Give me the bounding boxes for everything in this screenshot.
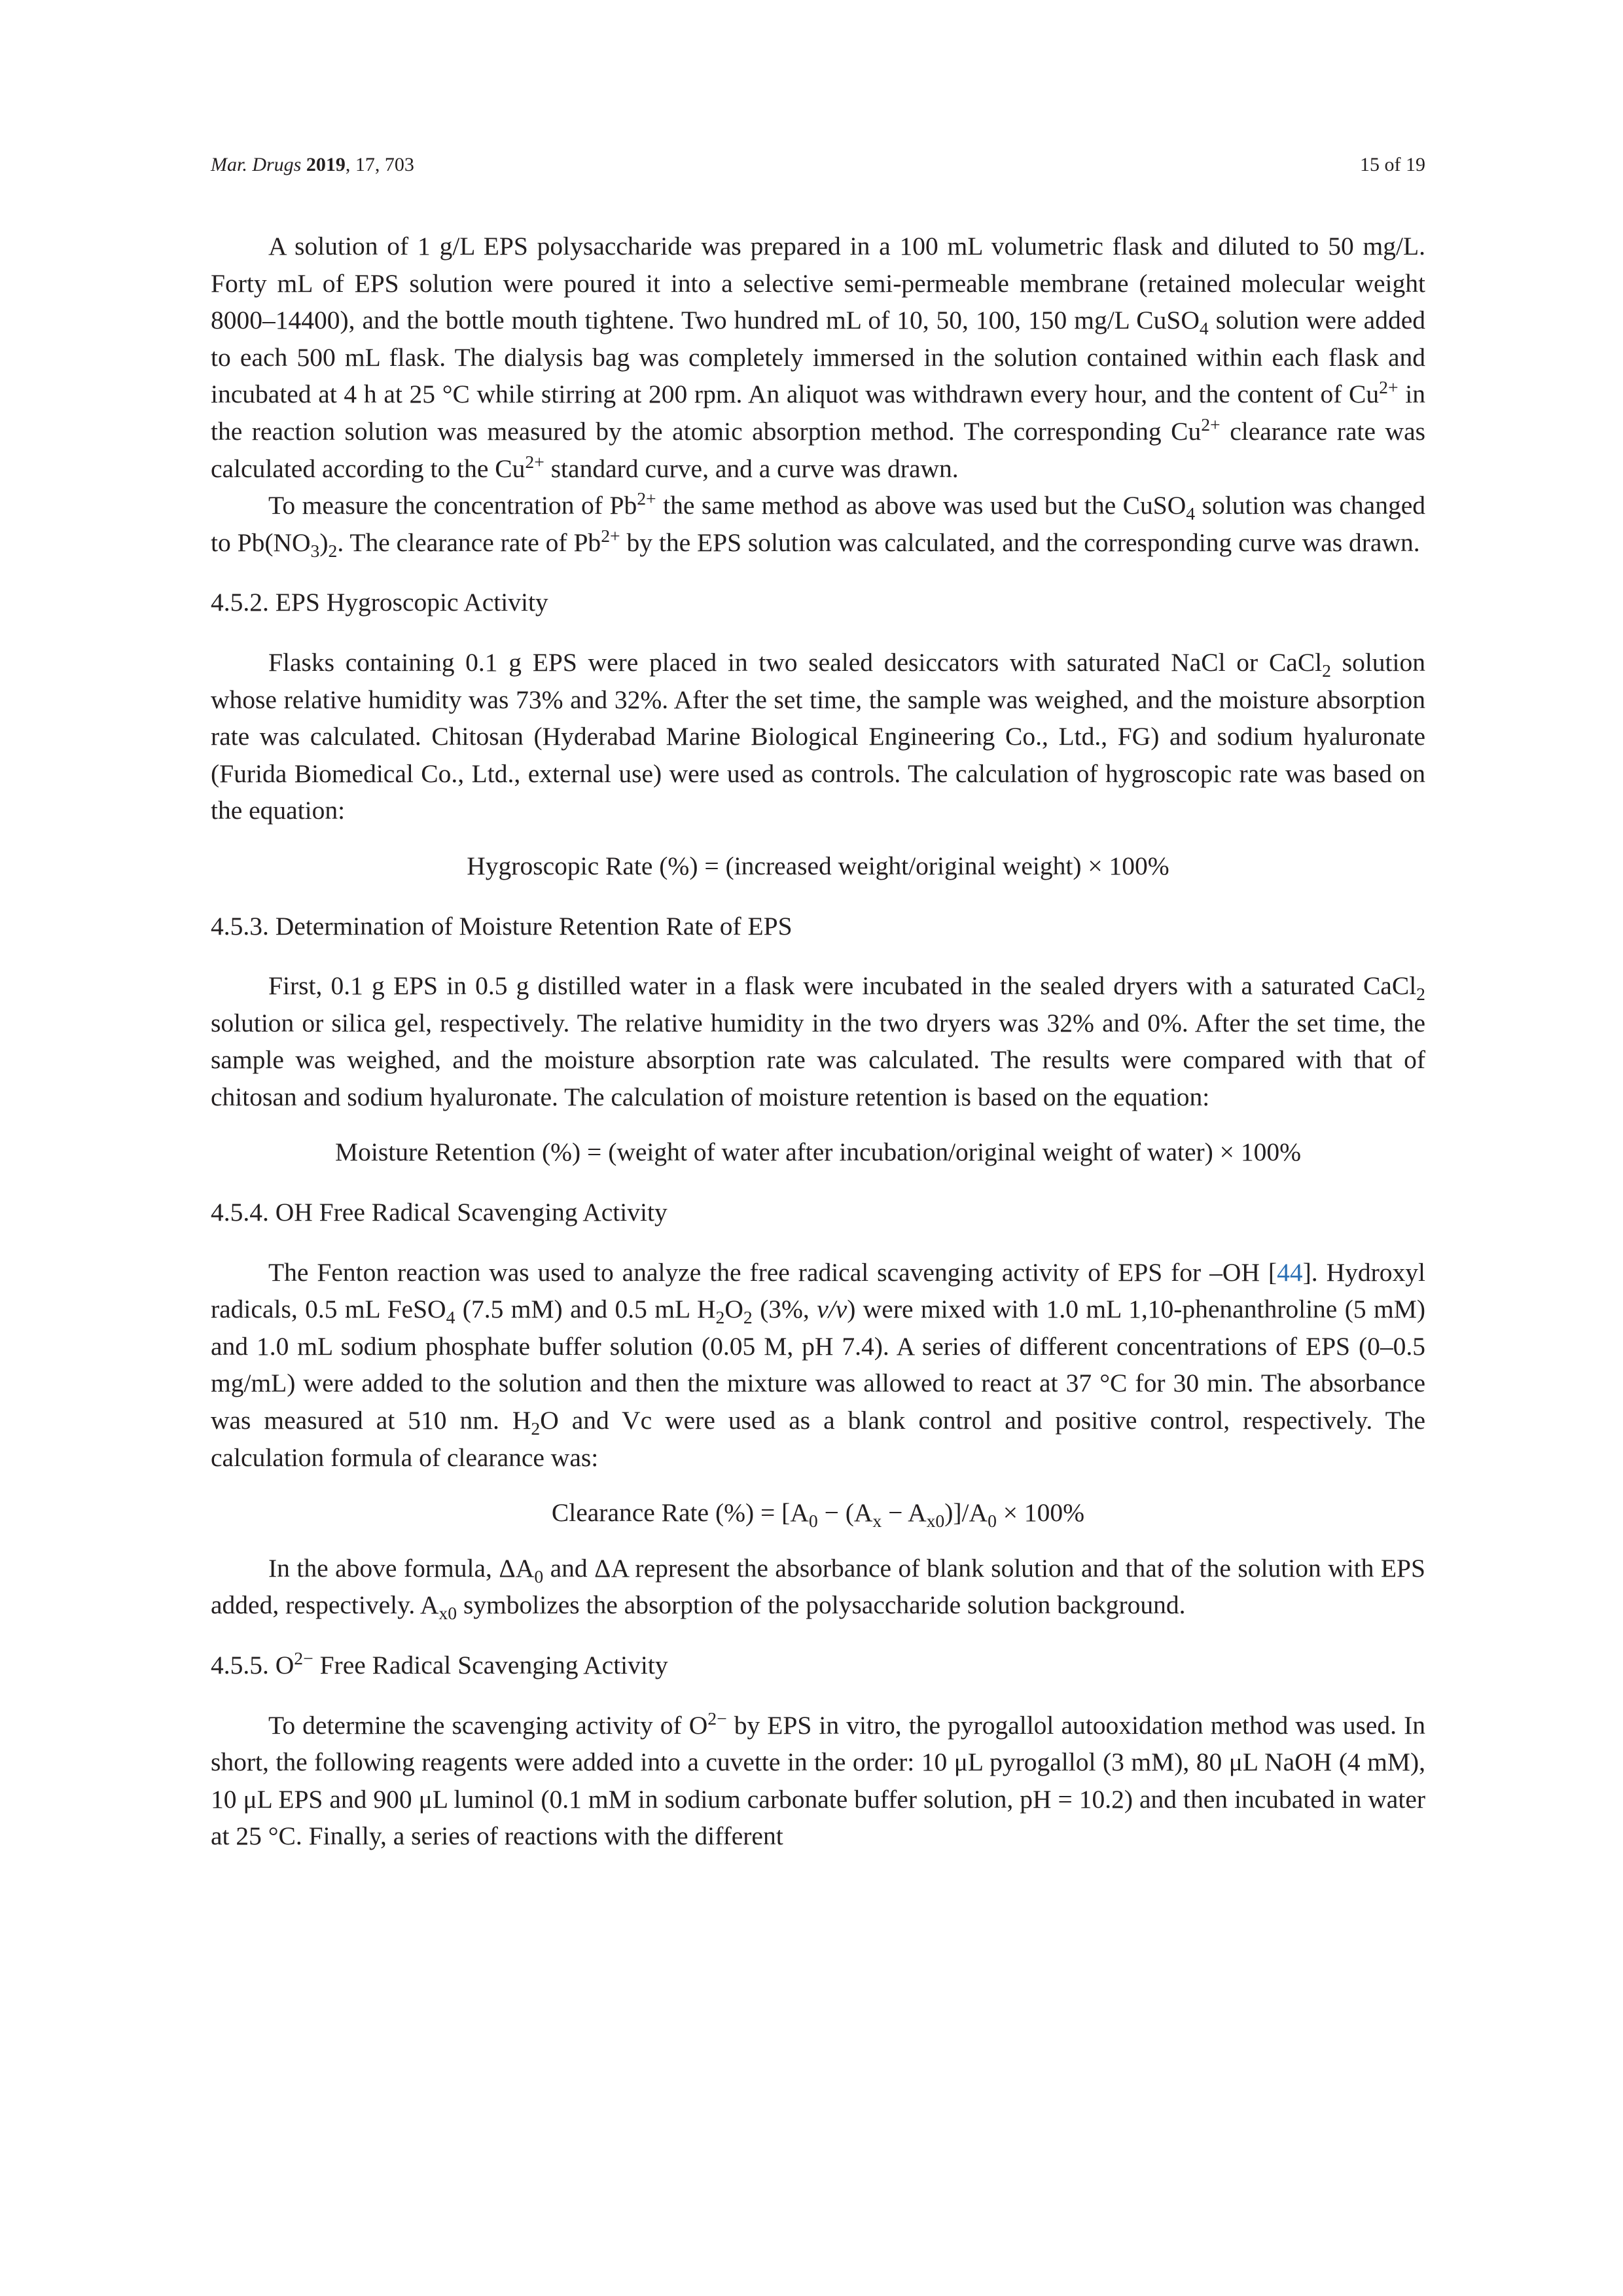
text-run: O and Vc were used as a blank control and positive control, respectively. The calculation formula of clearance was: bbox=[211, 1406, 1425, 1472]
text-run: To measure the concentration of Pb bbox=[268, 491, 637, 520]
paragraph-moisture-retention bbox=[211, 967, 1425, 1115]
subscript: 2 bbox=[715, 1307, 725, 1328]
paragraph-formula-explanation bbox=[211, 1550, 1425, 1624]
text-run: To determine the scavenging activity of O bbox=[268, 1710, 708, 1740]
text-run: clearance rate was calculated according to the Cu bbox=[211, 416, 1425, 483]
article-body bbox=[211, 228, 1425, 1855]
subscript: 0 bbox=[808, 1511, 818, 1532]
text-run: (7.5 mM) and 0.5 mL H bbox=[455, 1295, 716, 1324]
italic-text: v/v bbox=[817, 1295, 847, 1324]
citation-link[interactable]: 44 bbox=[1277, 1257, 1303, 1287]
text-run: . The clearance rate of Pb bbox=[337, 528, 601, 557]
equation-hygroscopic-rate: Hygroscopic Rate (%) = (increased weight/original weight) × 100% bbox=[467, 851, 1169, 880]
section-heading-4-5-5 bbox=[211, 1647, 1425, 1684]
superscript: 2+ bbox=[637, 488, 656, 509]
journal-year: 2019 bbox=[306, 154, 346, 175]
subscript: x0 bbox=[926, 1511, 945, 1532]
subscript: x0 bbox=[438, 1603, 457, 1624]
subscript: 0 bbox=[534, 1566, 544, 1587]
paragraph-hygroscopic bbox=[211, 644, 1425, 829]
subscript: 2 bbox=[531, 1418, 541, 1439]
journal-volume: , 17, 703 bbox=[345, 154, 414, 175]
text-run: by EPS in vitro, the pyrogallol autooxidation method was used. In short, the following reagents were added into a cuvette in the order: 10 μL pyrogallol (3 mM), 80 μL NaOH (4 mM), 10 μL EPS and 900 μL luminol (0.1 mM in sodium carbonate buffer solution, pH = 10.2) and then incubated in water at 25 °C. Finally, a series of reactions with the different bbox=[211, 1710, 1426, 1851]
text-run: (3%, bbox=[752, 1295, 817, 1324]
subscript: 0 bbox=[988, 1511, 997, 1532]
text-run: the same method as above was used but the CuSO bbox=[656, 491, 1186, 520]
text-run: by the EPS solution was calculated, and the corresponding curve was drawn. bbox=[620, 528, 1420, 557]
text-run: standard curve, and a curve was drawn. bbox=[544, 454, 959, 483]
text-run: × 100% bbox=[996, 1498, 1085, 1528]
subscript: 2 bbox=[1322, 660, 1331, 681]
section-heading-4-5-3: 4.5.3. Determination of Moisture Retention Rate of EPS bbox=[211, 911, 793, 941]
text-run: ) were mixed with 1.0 mL 1,10-phenanthroline (5 mM) and 1.0 mL sodium phosphate buffer solution (0.05 M, pH 7.4). A series of different concentrations of EPS (0–0.5 mg/mL) were added to the solution and then the mixture was allowed to react at 37 °C for 30 min. The absorbance was measured at 510 nm. H bbox=[211, 1295, 1425, 1435]
superscript: 2+ bbox=[1201, 414, 1221, 435]
equation-moisture-retention: Moisture Retention (%) = (weight of water after incubation/original weight of water) × 100% bbox=[335, 1138, 1301, 1167]
text-run: solution were added to each 500 mL flask. The dialysis bag was completely immersed in the solution contained within each flask and incubated at 4 h at 25 °C while stirring at 200 rpm. An aliquot was withdrawn every hour, and the content of Cu bbox=[211, 306, 1425, 409]
text-run: in the reaction solution was measured by the atomic absorption method. The corresponding Cu bbox=[211, 380, 1425, 446]
text-run: Clearance Rate (%) = [A bbox=[551, 1498, 809, 1528]
text-run: symbolizes the absorption of the polysaccharide solution background. bbox=[457, 1590, 1186, 1620]
text-run: Free Radical Scavenging Activity bbox=[313, 1651, 668, 1679]
superscript: 2+ bbox=[1379, 377, 1399, 398]
journal-citation bbox=[211, 152, 414, 178]
paragraph-oh-scavenging bbox=[211, 1254, 1425, 1477]
running-header bbox=[211, 152, 1425, 178]
equation-clearance-rate bbox=[211, 1494, 1425, 1532]
paragraph-cu-clearance bbox=[211, 228, 1425, 487]
text-run: A solution of 1 g/L EPS polysaccharide was prepared in a 100 mL volumetric flask and diluted to 50 mg/L. Forty mL of EPS solution were poured it into a selective semi-permeable membrane (retained molecular weight 8000–14400), and the bottle mouth tightene. Two hundred mL of 10, 50, 100, 150 mg/L CuSO bbox=[211, 232, 1425, 335]
subscript: 4 bbox=[446, 1307, 455, 1328]
page-number: 15 of 19 bbox=[1360, 154, 1425, 175]
subscript: x bbox=[872, 1511, 882, 1532]
text-run: and ΔA represent the absorbance of blank solution and that of the solution with EPS added, respectively. A bbox=[211, 1553, 1425, 1620]
subscript: 2 bbox=[1416, 983, 1425, 1004]
text-run: ) bbox=[319, 528, 329, 557]
text-run: Flasks containing 0.1 g EPS were placed in two sealed desiccators with saturated NaCl or CaCl bbox=[268, 647, 1323, 677]
superscript: 2− bbox=[294, 1647, 313, 1668]
subscript: 3 bbox=[310, 540, 320, 561]
subscript: 2 bbox=[743, 1307, 753, 1328]
superscript: 2+ bbox=[525, 451, 544, 472]
paragraph-pb-clearance bbox=[211, 487, 1425, 561]
text-run: − A bbox=[882, 1498, 927, 1528]
section-heading-4-5-2: 4.5.2. EPS Hygroscopic Activity bbox=[211, 588, 548, 617]
subscript: 4 bbox=[1186, 503, 1196, 524]
text-run: The Fenton reaction was used to analyze the free radical scavenging activity of EPS for –OH [ bbox=[268, 1257, 1277, 1287]
paragraph-o2-scavenging bbox=[211, 1707, 1425, 1855]
journal-name: Mar. Drugs bbox=[211, 154, 302, 175]
section-heading-4-5-4: 4.5.4. OH Free Radical Scavenging Activity bbox=[211, 1198, 668, 1227]
superscript: 2− bbox=[707, 1708, 727, 1729]
text-run: solution was changed to Pb(NO bbox=[211, 491, 1425, 557]
text-run: solution or silica gel, respectively. The relative humidity in the two dryers was 32% and 0%. After the set time, the sample was weighed, and the moisture absorption rate was calculated. The results were compared with that of chitosan and sodium hyaluronate. The calculation of moisture retention is based on the equation: bbox=[211, 1008, 1425, 1111]
text-run: )]/A bbox=[944, 1498, 988, 1528]
superscript: 2+ bbox=[601, 525, 620, 546]
text-run: First, 0.1 g EPS in 0.5 g distilled water in a flask were incubated in the sealed dryers with a saturated CaCl bbox=[268, 971, 1417, 1001]
subscript: 4 bbox=[1199, 318, 1209, 339]
text-run: O bbox=[724, 1295, 743, 1324]
text-run: − (A bbox=[817, 1498, 873, 1528]
text-run: ]. Hydroxyl radicals, 0.5 mL FeSO bbox=[211, 1257, 1425, 1324]
text-run: solution whose relative humidity was 73% and 32%. After the set time, the sample was weighed, and the moisture absorption rate was calculated. Chitosan (Hyderabad Marine Biological Engineering Co., Ltd., FG) and sodium hyaluronate (Furida Biomedical Co., Ltd., external use) were used as controls. The calculation of hygroscopic rate was based on the equation: bbox=[211, 647, 1425, 825]
subscript: 2 bbox=[328, 540, 338, 561]
text-run: In the above formula, ΔA bbox=[268, 1553, 535, 1583]
text-run: 4.5.5. O bbox=[211, 1651, 294, 1679]
